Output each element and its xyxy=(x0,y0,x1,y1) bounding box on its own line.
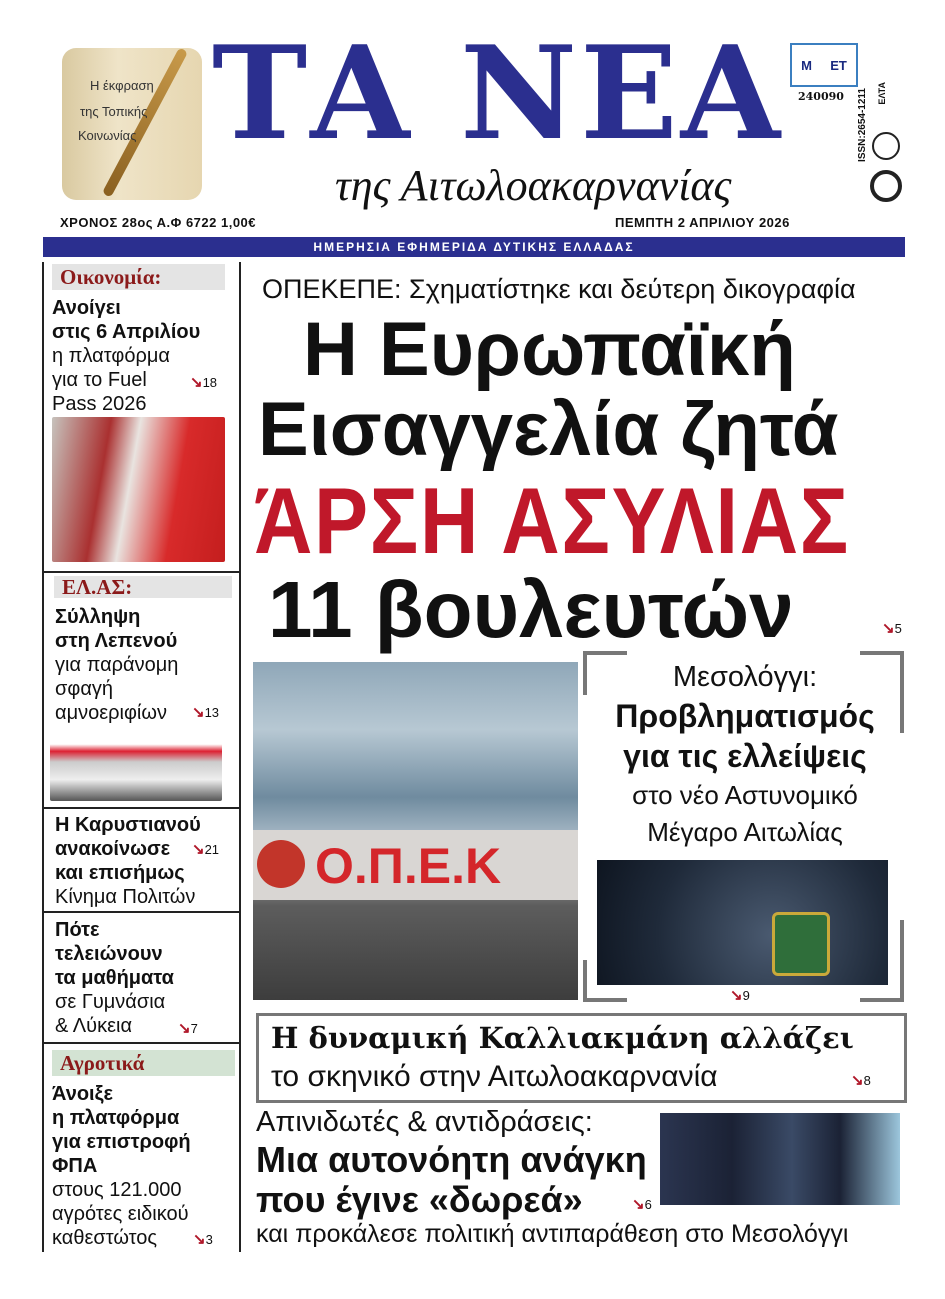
column-rule xyxy=(239,262,241,1252)
page-ref: ↘8 xyxy=(851,1072,871,1089)
met-book-icon xyxy=(790,43,858,87)
subhead: για το Fuel xyxy=(52,369,147,391)
page-ref: ↘18 xyxy=(190,374,218,391)
subhead: αμνοεριφίων xyxy=(55,702,167,724)
defib-kicker: Απινιδωτές & αντιδράσεις: xyxy=(256,1106,593,1138)
headline: Άνοιξε xyxy=(52,1083,113,1105)
met-right: ΕΤ xyxy=(830,57,847,73)
subhead: για παράνομη xyxy=(55,654,179,676)
police-car-photo xyxy=(50,730,222,801)
headline: για επιστροφή xyxy=(52,1131,191,1153)
headline: ΦΠΑ xyxy=(52,1155,98,1177)
lead-headline[interactable]: Εισαγγελία ζητά xyxy=(258,387,839,472)
section-label-economy: Οικονομία: xyxy=(52,264,225,290)
fuel-pump-photo xyxy=(52,417,225,562)
headline: και επισήμως xyxy=(55,862,185,884)
issue-info: ΧΡΟΝΟΣ 28ος Α.Φ 6722 1,00€ xyxy=(60,215,257,230)
divider xyxy=(43,1042,240,1044)
divider xyxy=(43,911,240,913)
divider xyxy=(43,807,240,809)
headline: στις 6 Απριλίου xyxy=(52,321,201,343)
headline: Η δυναμική Καλλιακμάνη αλλάζει xyxy=(271,1021,854,1055)
scroll-logo xyxy=(62,48,202,200)
subhead: Pass 2026 xyxy=(52,393,147,415)
section-label-agro: Αγροτικά xyxy=(52,1050,235,1076)
defib-headline[interactable]: που έγινε «δωρεά» xyxy=(256,1179,583,1220)
headline: Σύλληψη xyxy=(55,606,141,628)
subhead: η πλατφόρμα xyxy=(52,345,170,367)
subhead: Μέγαρο Αιτωλίας xyxy=(647,817,843,847)
newspaper-subtitle: της Αιτωλοακαρνανίας xyxy=(335,161,732,210)
opekepe-building-photo xyxy=(253,662,578,1000)
newspaper-title: ΤΑ ΝΕΑ xyxy=(212,19,783,169)
subhead: Κίνημα Πολιτών xyxy=(55,886,196,908)
lead-headline-red[interactable]: ΆΡΣΗ ΑΣΥΛΙΑΣ xyxy=(254,468,851,573)
slogan-line: της Τοπικής xyxy=(80,104,148,119)
subhead: στους 121.000 xyxy=(52,1179,182,1201)
page-ref: ↘6 xyxy=(632,1196,652,1213)
headline: για τις ελλείψεις xyxy=(623,738,867,774)
lead-headline[interactable]: Η Ευρωπαϊκή xyxy=(303,307,796,392)
subhead: σε Γυμνάσια xyxy=(55,991,166,1013)
issue-date: ΠΕΜΠΤΗ 2 ΑΠΡΙΛΙΟΥ 2026 xyxy=(615,215,790,230)
headline: Πότε xyxy=(55,919,100,941)
story-schools[interactable] xyxy=(55,918,240,1038)
headline: τελειώνουν xyxy=(55,943,163,965)
elta-logo: ΕΛΤΑ xyxy=(877,82,887,105)
story-fuel-pass[interactable] xyxy=(52,296,237,416)
headline: στη Λεπενού xyxy=(55,630,178,652)
page-ref: ↘7 xyxy=(178,1020,198,1037)
lead-kicker: ΟΠΕΚΕΠΕ: Σχηματίστηκε και δεύτερη δικογραφία xyxy=(262,274,856,304)
headline: η πλατφόρμα xyxy=(52,1107,180,1129)
defibrillators-photo xyxy=(660,1113,900,1205)
subhead: σφαγή xyxy=(55,678,113,700)
slogan-line: Η έκφραση xyxy=(90,78,154,93)
defib-subhead: και προκάλεσε πολιτική αντιπαράθεση στο Μεσολόγγι xyxy=(256,1220,849,1248)
headline: Η Καρυστιανού xyxy=(55,814,201,836)
subhead: καθεστώτος xyxy=(52,1227,158,1249)
headline: τα μαθήματα xyxy=(55,967,174,989)
subhead: το σκηνικό στην Αιτωλοακαρνανία xyxy=(271,1060,718,1093)
section-label-police: ΕΛ.ΑΣ: xyxy=(54,576,232,598)
column-rule xyxy=(42,262,44,1252)
headline: ανακοίνωσε xyxy=(55,838,171,860)
story-mesolongi[interactable] xyxy=(590,658,900,850)
seal-icon xyxy=(872,132,900,160)
story-karystianou[interactable] xyxy=(55,813,240,909)
headline: Ανοίγει xyxy=(52,297,121,319)
page-ref: ↘13 xyxy=(192,704,220,721)
issn: ISSN:2654-1211 xyxy=(857,88,868,162)
subhead: στο νέο Αστυνομικό xyxy=(632,780,858,810)
page-ref: ↘3 xyxy=(193,1231,213,1248)
ehi-seal-icon xyxy=(870,170,902,202)
met-left: Μ xyxy=(801,57,812,73)
opekepe-sign: Ο.Π.Ε.Κ xyxy=(315,838,502,894)
subhead: & Λύκεια xyxy=(55,1015,133,1037)
lead-headline[interactable]: 11 βουλευτών xyxy=(268,565,794,654)
kicker: Μεσολόγγι: xyxy=(672,661,818,693)
story-kalliakmani[interactable] xyxy=(256,1013,907,1103)
divider xyxy=(43,571,240,573)
defib-headline[interactable]: Μια αυτονόητη ανάγκη xyxy=(256,1139,647,1180)
subhead: αγρότες ειδικού xyxy=(52,1203,189,1225)
page-ref: ↘5 xyxy=(882,620,902,637)
slogan-line: Κοινωνίας xyxy=(78,128,137,143)
police-uniform-photo xyxy=(597,860,888,985)
headline: Προβληματισμός xyxy=(615,698,875,734)
page-ref: ↘21 xyxy=(192,841,220,858)
story-fpa[interactable] xyxy=(52,1082,237,1250)
page-ref: ↘9 xyxy=(730,987,750,1004)
met-code: 240090 xyxy=(798,90,844,103)
tagline-bar: ΗΜΕΡΗΣΙΑ ΕΦΗΜΕΡΙΔΑ ΔΥΤΙΚΗΣ ΕΛΛΑΔΑΣ xyxy=(43,237,905,257)
